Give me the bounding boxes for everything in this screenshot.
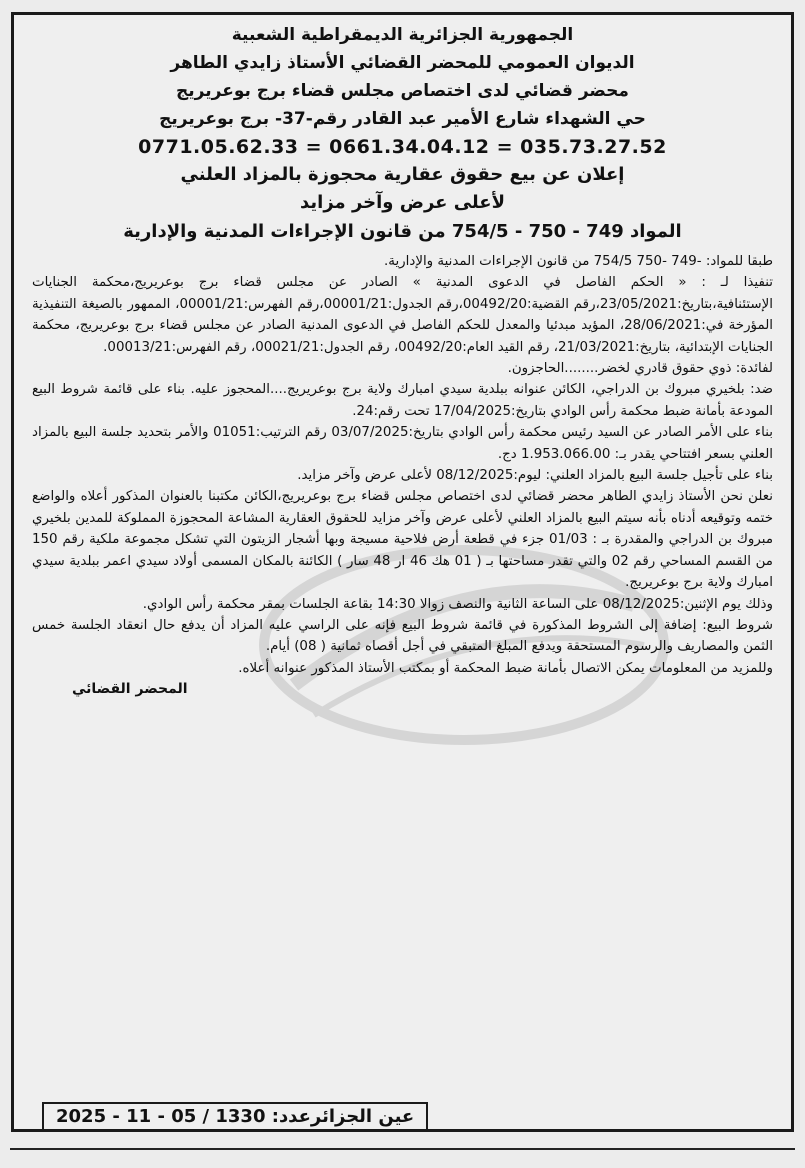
announcement-title: إعلان عن بيع حقوق عقارية محجوزة بالمزاد العلني	[180, 164, 625, 185]
body-paragraph: نعلن نحن الأستاذ زايدي الطاهر محضر قضائي لدى اختصاص مجلس قضاء برج بوعريريج،الكائن مكتبنا بالعنوان المذكور أعلاه والواضع ختمه وتوقيعه أدناه بأنه سيتم البيع بالمزاد العلني لأعلى عرض وآخر مزايد للحقوق العقارية المشاعة المحجوزة المملوكة للمدين بلخيري مبروك بن الدراجي والمقدرة بـ : 01/03 جزء في قطعة أرض فلاحية مسيجة وبها أشجار الزيتون التي تشكل مجموعة ملكية رقم 150 من القسم المساحي رقم 02 والتي تقدر مساحتها بـ ( 01 هك 46 ار 48 سار ) الكائنة بالمكان المسمى أولاد سيدي اعمر ببلدية سيدي امبارك ولاية برج بوعريريج.	[32, 489, 773, 591]
body-paragraph: طبقا للمواد: -749 -750 754/5 من قانون الإجراءات المدنية والإدارية.	[384, 254, 773, 269]
body-paragraph: وذلك يوم الإثنين:08/12/2025 على الساعة الثانية والنصف زوالا 14:30 بقاعة الجلسات بمقر محكمة رأس الوادي.	[142, 596, 773, 612]
body-paragraph: لفائدة: ذوي حقوق قادري لخضر........الحاجزون.	[507, 361, 773, 377]
body-paragraph: ضد: بلخيري مبروك بن الدراجي، الكائن عنوانه ببلدية سيدي امبارك ولاية برج بوعريريج....المحجوز عليه. بناء على قائمة شروط البيع المودعة بأمانة ضبط محكمة رأس الوادي بتاريخ:17/04/2025 تحت رقم:24.	[32, 382, 773, 419]
publication-stamp: عين الجزائرعدد: 1330 / 05 - 11 - 2025	[42, 1102, 428, 1129]
phone-numbers: 0771.05.62.33 = 0661.34.04.12 = 035.73.27.52	[138, 136, 667, 158]
announcement-body	[32, 251, 773, 679]
signature-label: المحضر القضائي	[72, 681, 188, 698]
body-paragraph: شروط البيع: إضافة إلى الشروط المذكورة في قائمة شروط البيع فإنه على الراسي عليه المزاد أن يدفع حال انعقاد الجلسة خمس الثمن والمصاريف والرسوم المستحقة ويدفع المبلغ المتبقي في أجل أقصاه ثمانية ( 08) أيام.	[32, 617, 773, 655]
announcement-subtitle: لأعلى عرض وآخر مزايد	[300, 192, 505, 213]
announcement-header	[32, 21, 773, 247]
office-title: الديوان العمومي للمحضر القضائي الأستاذ زايدي الطاهر	[170, 53, 635, 73]
bailiff-jurisdiction: محضر قضائي لدى اختصاص مجلس قضاء برج بوعريريج	[176, 81, 629, 101]
body-paragraph: تنفيذا لـ : « الحكم الفاصل في الدعوى المدنية » الصادر عن مجلس قضاء برج بوعريريج،محكمة الجنايات الإستئنافية،بتاريخ:23/05/2021،رقم القضية:00492/20،رقم الجدول:00001/21،رقم الفهرس:00001/21، الممهور بالصيغة التنفيذية المؤرخة في:28/06/2021، المؤيد مبدئيا والمعدل للحكم الفاصل في الدعوى المدنية الصادر عن مجلس قضاء برج بوعريريج، محكمة الجنايات الإبتدائية، بتاريخ:21/03/2021، رقم القيد العام:00492/20، رقم الجدول:00021/21، رقم الفهرس:00013/21.	[32, 275, 773, 355]
announcement-page	[11, 12, 794, 1132]
legal-articles: المواد 749 - 750 - 754/5 من قانون الإجراءات المدنية والإدارية	[123, 221, 682, 242]
body-paragraph: بناء على تأجيل جلسة البيع بالمزاد العلني: ليوم:08/12/2025 لأعلى عرض وآخر مزايد.	[297, 468, 773, 484]
body-paragraph: بناء على الأمر الصادر عن السيد رئيس محكمة رأس الوادي بتاريخ:03/07/2025 رقم الترتيب:01051 والأمر بتحديد جلسة البيع بالمزاد العلني بسعر افتتاحي يقدر بـ: 1.953.066.00 دج.	[32, 425, 773, 462]
bottom-divider	[10, 1148, 795, 1150]
body-paragraph: وللمزيد من المعلومات يمكن الاتصال بأمانة ضبط المحكمة أو بمكتب الأستاذ المذكور عنوانه أعلاه.	[238, 660, 773, 676]
office-address: حي الشهداء شارع الأمير عبد القادر رقم-37- برج بوعريريج	[159, 109, 646, 129]
republic-title: الجمهورية الجزائرية الديمقراطية الشعبية	[231, 25, 574, 45]
